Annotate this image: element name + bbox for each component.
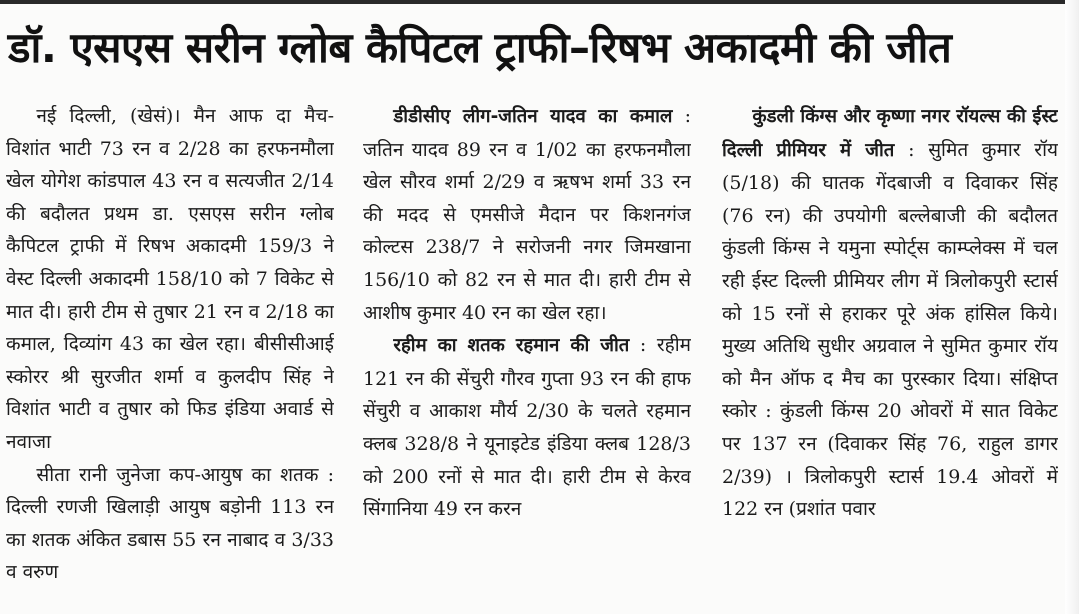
article-column-3 bbox=[722, 100, 1058, 614]
column3-paragraph-1 bbox=[722, 100, 1058, 526]
column1-paragraph-2: सीता रानी जुनेजा कप-आयुष का शतक : दिल्ली रणजी खिलाड़ी आयुष बड़ोनी 113 रन का शतक अंकित डबास 55 रन नाबाद व 3/33 व वरुण bbox=[6, 463, 334, 584]
headline: डॉ. एसएस सरीन ग्लोब कैपिटल ट्राफी–रिषभ अकादमी की जीत bbox=[8, 23, 952, 72]
column2-subheading-2: रहीम का शतक रहमान की जीत bbox=[393, 335, 630, 357]
page-edge-shadow bbox=[1065, 0, 1079, 614]
column2-paragraph-1 bbox=[363, 100, 691, 329]
article-column-1 bbox=[6, 100, 334, 614]
top-rule bbox=[0, 0, 1079, 4]
column3-subheading-1: कुंडली किंग्स और कृष्णा नगर रॉयल्स की ईस्ट दिल्ली प्रीमियर में जीत bbox=[722, 106, 1058, 161]
column2-paragraph-2 bbox=[363, 329, 691, 526]
article-column-2 bbox=[363, 100, 691, 614]
column3-body-1: : सुमित कुमार रॉय (5/18) की घातक गेंदबाजी व दिवाकर सिंह (76 रन) की उपयोगी बल्लेबाजी की बदौलत कुंडली किंग्स ने यमुना स्पोर्ट्स काम्प्लेक्स में चल रही ईस्ट दिल्ली प्रीमियर लीग में त्रिलोकपुरी स्टार्स को 15 रनों से हराकर पूरे अंक हांसिल किये। मुख्य अतिथि सुधीर अग्रवाल ने सुमित कुमार रॉय को मैन ऑफ द मैच का पुरस्कार दिया। संक्षिप्त स्कोर : कुंडली किंग्स 20 ओवरों में सात विकेट पर 137 रन (दिवाकर सिंह 76, राहुल डागर 2/39) । त्रिलोकपुरी स्टार्स 19.4 ओवरों में 122 रन (प्रशांत पवार bbox=[722, 138, 1058, 521]
column2-subheading-1: डीडीसीए लीग-जतिन यादव का कमाल bbox=[393, 106, 673, 127]
column2-body-2: : रहीम 121 रन की सेंचुरी गौरव गुप्ता 93 रन की हाफ सेंचुरी व आकाश मौर्य 2/30 के चलते रहमान क्लब 328/8 ने यूनाइटेड इंडिया क्लब 128/3 को 200 रनों से मात दी। हारी टीम से केरव सिंगानिया 49 रन करन bbox=[363, 334, 691, 521]
column2-body-1: : जतिन यादव 89 रन व 1/02 का हरफनमौला खेल सौरव शर्मा 2/29 व ऋषभ शर्मा 33 रन की मदद से एमसीजे मैदान पर किशनगंज कोल्टस 238/7 ने सरोजनी नगर जिमखाना 156/10 को 82 रन से मात दी। हारी टीम से आशीष कुमार 40 रन का खेल रहा। bbox=[363, 105, 691, 324]
column1-paragraph-1: नई दिल्ली, (खेसं)। मैन आफ दा मैच-विशांत भाटी 73 रन व 2/28 का हरफनमौला खेल योगेश कांडपाल 43 रन व सत्यजीत 2/14 की बदौलत प्रथम डा. एसएस सरीन ग्लोब कैपिटल ट्राफी में रिषभ अकादमी 159/3 ने वेस्ट दिल्ली अकादमी 158/10 को 7 विकेट से मात दी। हारी टीम से तुषार 21 रन व 2/18 का कमाल, दिव्यांग 43 का खेल रहा। बीसीसीआई स्कोरर श्री सुरजीत शर्मा व कुलदीप सिंह ने विशांत भाटी व तुषार को फिड इंडिया अवार्ड से नवाजा bbox=[6, 105, 334, 453]
